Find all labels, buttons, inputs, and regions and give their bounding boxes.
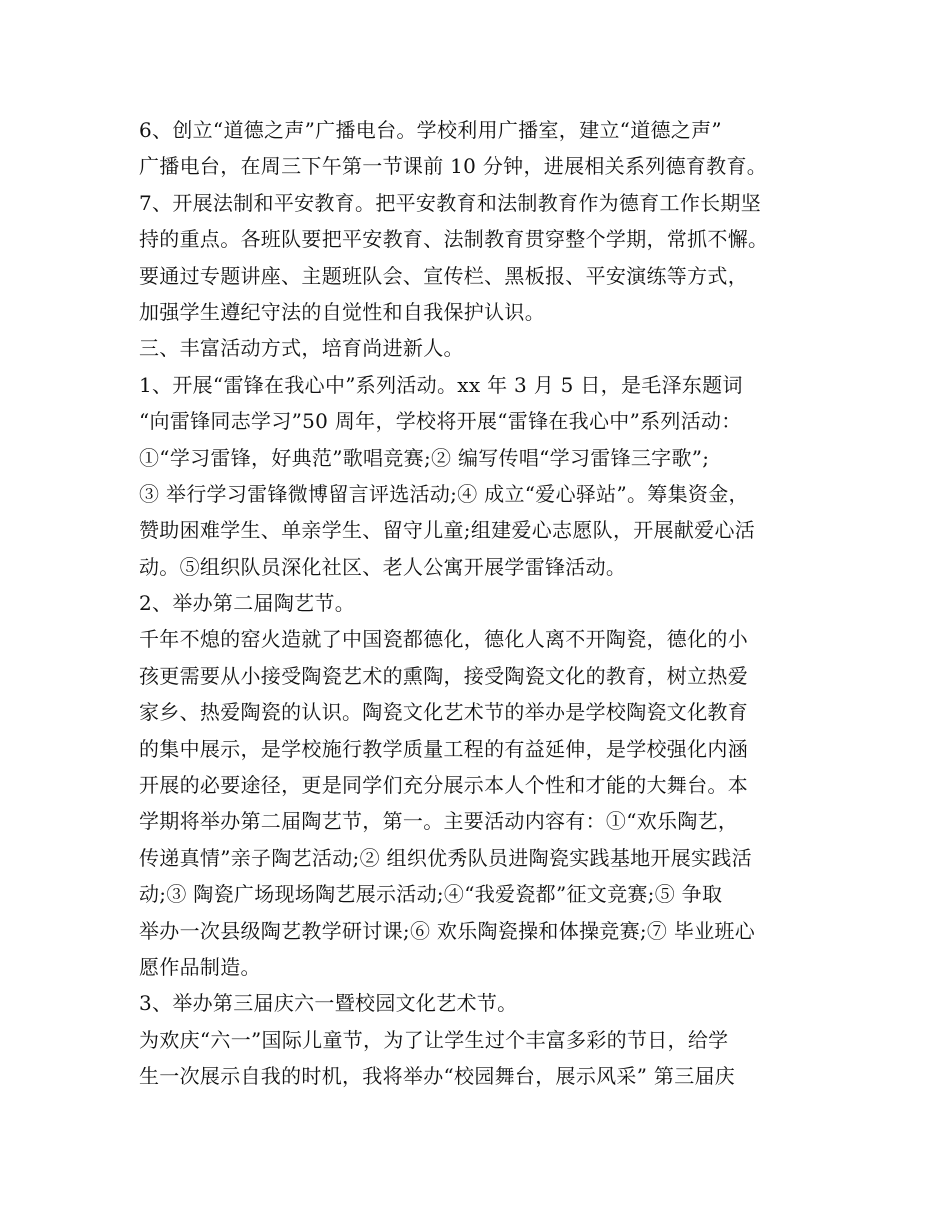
text-line-15: 千年不熄的窑火造就了中国瓷都德化，德化人离不开陶瓷，德化的小 xyxy=(139,627,748,652)
text-line-8: 1、开展“雷锋在我心中”系列活动。xx 年 3 月 5 日，是毛泽东题词 xyxy=(139,372,743,397)
text-line-3: 7、开展法制和平安教育。把平安教育和法制教育作为德育工作长期坚 xyxy=(139,190,762,215)
text-line-12: 赞助困难学生、单亲学生、留守儿童;组建爱心志愿队，开展献爱心活 xyxy=(139,518,756,543)
text-line-26: 为欢庆“六一”国际儿童节，为了让学生过个丰富多彩的节日，给学 xyxy=(139,1027,729,1052)
text-line-9: “向雷锋同志学习”50 周年，学校将开展“雷锋在我心中”系列活动： xyxy=(139,409,742,434)
text-line-16: 孩更需要从小接受陶瓷艺术的熏陶，接受陶瓷文化的教育，树立热爱 xyxy=(139,663,748,688)
section-heading-3: 三、丰富活动方式，培育尚进新人。 xyxy=(139,336,464,361)
text-line-1: 6、创立“道德之声”广播电台。学校利用广播室，建立“道德之声” xyxy=(139,118,722,142)
item-heading-2: 2、举办第二届陶艺节。 xyxy=(139,591,356,616)
text-line-6: 加强学生遵纪守法的自觉性和自我保护认识。 xyxy=(139,299,545,324)
text-line-5: 要通过专题讲座、主题班队会、宣传栏、黑板报、平安演练等方式， xyxy=(139,263,748,288)
text-line-18: 的集中展示，是学校施行教学质量工程的有益延伸，是学校强化内涵 xyxy=(139,736,748,761)
text-line-21: 传递真情”亲子陶艺活动;② 组织优秀队员进陶瓷实践基地开展实践活 xyxy=(139,845,752,870)
text-line-4: 持的重点。各班队要把平安教育、法制教育贯穿整个学期，常抓不懈。 xyxy=(139,227,769,252)
text-line-23: 举办一次县级陶艺教学研讨课;⑥ 欢乐陶瓷操和体操竞赛;⑦ 毕业班心 xyxy=(139,918,756,943)
document-body xyxy=(139,112,819,1095)
text-line-19: 开展的必要途径，更是同学们充分展示本人个性和才能的大舞台。本 xyxy=(139,773,748,798)
text-line-22: 动;③ 陶瓷广场现场陶艺展示活动;④“我爱瓷都”征文竞赛;⑤ 争取 xyxy=(139,882,723,907)
text-line-24: 愿作品制造。 xyxy=(139,954,261,979)
text-line-10: ①“学习雷锋，好典范”歌唱竞赛;② 编写传唱“学习雷锋三字歌”; xyxy=(139,445,710,470)
text-line-13: 动。⑤组织队员深化社区、老人公寓开展学雷锋活动。 xyxy=(139,554,627,579)
text-line-11: ③ 举行学习雷锋微博留言评选活动;④ 成立“爱心驿站”。筹集资金， xyxy=(139,481,749,506)
text-line-20: 学期将举办第二届陶艺节，第一。主要活动内容有：①“欢乐陶艺， xyxy=(139,809,739,834)
text-line-17: 家乡、热爱陶瓷的认识。陶瓷文化艺术节的举办是学校陶瓷文化教育 xyxy=(139,700,748,725)
text-line-2: 广播电台，在周三下午第一节课前 10 分钟，进展相关系列德育教育。 xyxy=(139,154,768,179)
text-line-27: 生一次展示自我的时机，我将举办“校园舞台，展示风采” 第三届庆 xyxy=(139,1064,736,1089)
item-heading-3: 3、举办第三届庆六一暨校园文化艺术节。 xyxy=(139,991,518,1016)
